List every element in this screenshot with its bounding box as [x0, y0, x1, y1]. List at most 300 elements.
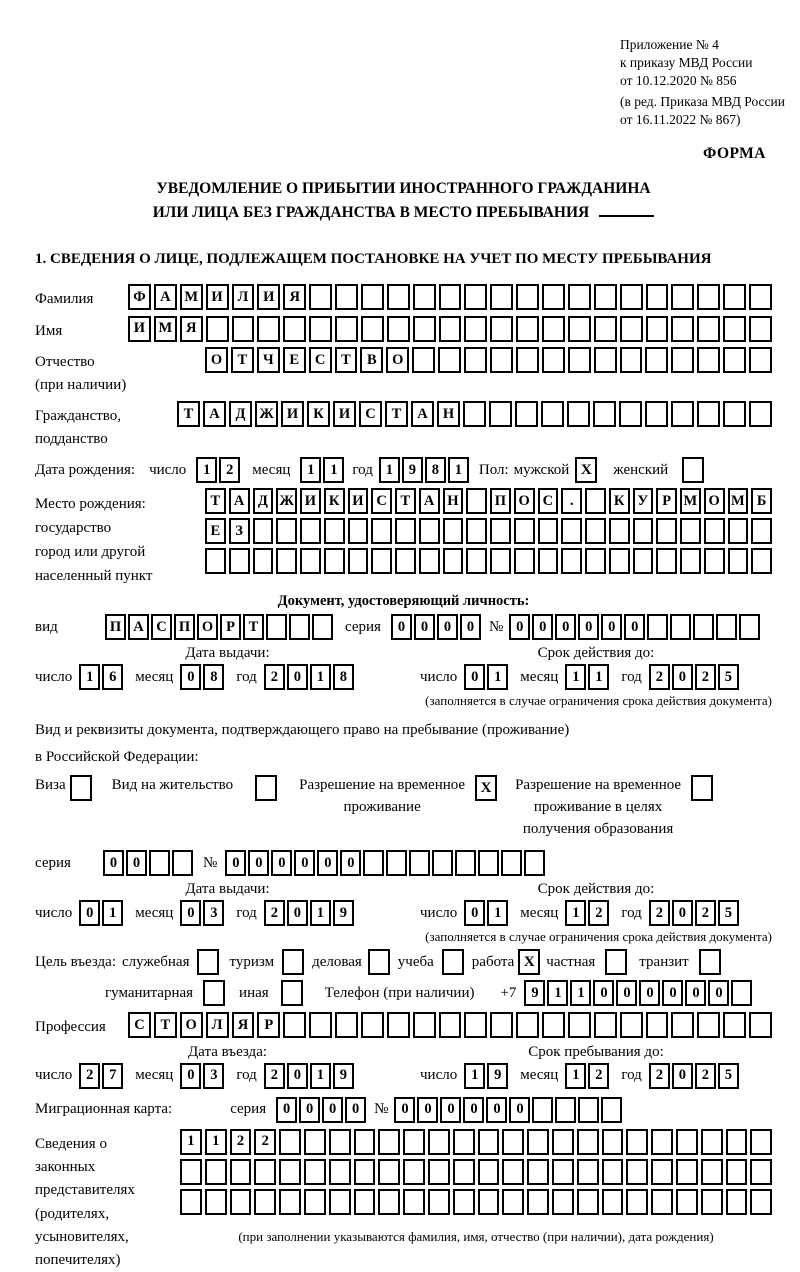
char-cell[interactable]: [206, 316, 229, 342]
purpose-study-checkbox[interactable]: [442, 949, 464, 975]
char-cell[interactable]: Л: [232, 284, 255, 310]
char-cell[interactable]: Ф: [128, 284, 151, 310]
char-cell[interactable]: С: [359, 401, 382, 427]
char-cell[interactable]: [538, 548, 559, 574]
char-cell[interactable]: И: [281, 401, 304, 427]
char-cell[interactable]: [439, 1012, 462, 1038]
char-cell[interactable]: [568, 284, 591, 310]
char-cell[interactable]: [419, 518, 440, 544]
char-cell[interactable]: [464, 1012, 487, 1038]
char-cell[interactable]: С: [128, 1012, 151, 1038]
char-cell[interactable]: [371, 548, 392, 574]
char-cell[interactable]: 1: [205, 1129, 227, 1155]
stay-day-input[interactable]: [464, 1063, 508, 1089]
purpose-tourism-checkbox[interactable]: [282, 949, 304, 975]
char-cell[interactable]: [348, 548, 369, 574]
given-name-input[interactable]: [128, 316, 772, 342]
char-cell[interactable]: [502, 1129, 524, 1155]
digit-cell[interactable]: 2: [264, 664, 285, 690]
char-cell[interactable]: [254, 1189, 276, 1215]
char-cell[interactable]: [749, 347, 772, 373]
digit-cell[interactable]: 0: [180, 664, 201, 690]
char-cell[interactable]: [363, 850, 384, 876]
char-cell[interactable]: 0: [225, 850, 246, 876]
char-cell[interactable]: [432, 850, 453, 876]
char-cell[interactable]: О: [197, 614, 218, 640]
char-cell[interactable]: [490, 316, 513, 342]
char-cell[interactable]: [594, 1012, 617, 1038]
residence-expiry-day-input[interactable]: [464, 900, 508, 926]
char-cell[interactable]: 0: [662, 980, 683, 1006]
digit-cell[interactable]: 0: [672, 1063, 693, 1089]
digit-cell[interactable]: 2: [649, 1063, 670, 1089]
char-cell[interactable]: [542, 284, 565, 310]
char-cell[interactable]: А: [419, 488, 440, 514]
char-cell[interactable]: 0: [103, 850, 124, 876]
char-cell[interactable]: О: [514, 488, 535, 514]
residence-series-input[interactable]: [103, 850, 193, 876]
char-cell[interactable]: [279, 1129, 301, 1155]
char-cell[interactable]: [205, 548, 226, 574]
birth-place-line3-input[interactable]: [205, 548, 772, 574]
char-cell[interactable]: М: [680, 488, 701, 514]
char-cell[interactable]: [645, 347, 668, 373]
digit-cell[interactable]: 1: [565, 1063, 586, 1089]
char-cell[interactable]: [283, 1012, 306, 1038]
char-cell[interactable]: [253, 548, 274, 574]
char-cell[interactable]: 0: [417, 1097, 438, 1123]
char-cell[interactable]: [266, 614, 287, 640]
char-cell[interactable]: 0: [440, 1097, 461, 1123]
char-cell[interactable]: [749, 401, 772, 427]
char-cell[interactable]: [428, 1189, 450, 1215]
char-cell[interactable]: И: [257, 284, 280, 310]
char-cell[interactable]: 0: [639, 980, 660, 1006]
char-cell[interactable]: 0: [486, 1097, 507, 1123]
citizenship-input[interactable]: [177, 401, 772, 427]
char-cell[interactable]: 1: [180, 1129, 202, 1155]
char-cell[interactable]: [515, 401, 538, 427]
digit-cell[interactable]: 5: [718, 900, 739, 926]
char-cell[interactable]: [490, 284, 513, 310]
birth-place-line1-input[interactable]: [205, 488, 772, 514]
migration-number-input[interactable]: [394, 1097, 622, 1123]
char-cell[interactable]: [443, 548, 464, 574]
char-cell[interactable]: [395, 548, 416, 574]
char-cell[interactable]: [538, 518, 559, 544]
char-cell[interactable]: [149, 850, 170, 876]
char-cell[interactable]: 0: [391, 614, 412, 640]
char-cell[interactable]: [532, 1097, 553, 1123]
char-cell[interactable]: 0: [322, 1097, 343, 1123]
char-cell[interactable]: П: [490, 488, 511, 514]
char-cell[interactable]: Т: [177, 401, 200, 427]
issue-day-input[interactable]: [79, 664, 123, 690]
char-cell[interactable]: 2: [254, 1129, 276, 1155]
char-cell[interactable]: [620, 347, 643, 373]
char-cell[interactable]: [386, 850, 407, 876]
patronymic-input[interactable]: [205, 347, 772, 373]
char-cell[interactable]: [335, 1012, 358, 1038]
char-cell[interactable]: [561, 548, 582, 574]
purpose-private-checkbox[interactable]: [605, 949, 627, 975]
char-cell[interactable]: [524, 850, 545, 876]
char-cell[interactable]: [697, 1012, 720, 1038]
char-cell[interactable]: [300, 518, 321, 544]
char-cell[interactable]: [464, 316, 487, 342]
char-cell[interactable]: [490, 518, 511, 544]
digit-cell[interactable]: 1: [487, 900, 508, 926]
char-cell[interactable]: [309, 1012, 332, 1038]
char-cell[interactable]: [428, 1129, 450, 1155]
digit-cell[interactable]: 3: [203, 900, 224, 926]
expiry-month-input[interactable]: [565, 664, 609, 690]
char-cell[interactable]: [697, 347, 720, 373]
entry-year-input[interactable]: [264, 1063, 354, 1089]
char-cell[interactable]: [651, 1189, 673, 1215]
digit-cell[interactable]: 2: [588, 900, 609, 926]
residence-issue-month-input[interactable]: [180, 900, 224, 926]
char-cell[interactable]: Я: [283, 284, 306, 310]
digit-cell[interactable]: 0: [79, 900, 100, 926]
char-cell[interactable]: [490, 347, 513, 373]
residence-issue-day-input[interactable]: [79, 900, 123, 926]
char-cell[interactable]: Т: [385, 401, 408, 427]
char-cell[interactable]: [361, 1012, 384, 1038]
char-cell[interactable]: М: [728, 488, 749, 514]
char-cell[interactable]: К: [307, 401, 330, 427]
char-cell[interactable]: У: [633, 488, 654, 514]
residence-issue-year-input[interactable]: [264, 900, 354, 926]
char-cell[interactable]: [749, 316, 772, 342]
char-cell[interactable]: Р: [257, 1012, 280, 1038]
char-cell[interactable]: Р: [656, 488, 677, 514]
char-cell[interactable]: Н: [443, 488, 464, 514]
char-cell[interactable]: 0: [624, 614, 645, 640]
char-cell[interactable]: Т: [231, 347, 254, 373]
digit-cell[interactable]: 3: [203, 1063, 224, 1089]
char-cell[interactable]: [514, 518, 535, 544]
char-cell[interactable]: Д: [253, 488, 274, 514]
digit-cell[interactable]: 9: [402, 457, 423, 483]
char-cell[interactable]: [567, 401, 590, 427]
char-cell[interactable]: 0: [460, 614, 481, 640]
char-cell[interactable]: [626, 1129, 648, 1155]
stay-year-input[interactable]: [649, 1063, 739, 1089]
char-cell[interactable]: И: [128, 316, 151, 342]
char-cell[interactable]: М: [180, 284, 203, 310]
char-cell[interactable]: К: [324, 488, 345, 514]
char-cell[interactable]: [542, 316, 565, 342]
char-cell[interactable]: [680, 548, 701, 574]
char-cell[interactable]: [585, 548, 606, 574]
char-cell[interactable]: П: [105, 614, 126, 640]
digit-cell[interactable]: 1: [464, 1063, 485, 1089]
char-cell[interactable]: [723, 347, 746, 373]
digit-cell[interactable]: 8: [425, 457, 446, 483]
char-cell[interactable]: [439, 284, 462, 310]
char-cell[interactable]: [723, 401, 746, 427]
char-cell[interactable]: [671, 401, 694, 427]
digit-cell[interactable]: 2: [264, 900, 285, 926]
residence-number-input[interactable]: [225, 850, 545, 876]
char-cell[interactable]: В: [360, 347, 383, 373]
char-cell[interactable]: [378, 1189, 400, 1215]
char-cell[interactable]: [409, 850, 430, 876]
digit-cell[interactable]: 1: [310, 664, 331, 690]
char-cell[interactable]: [620, 316, 643, 342]
digit-cell[interactable]: 0: [464, 900, 485, 926]
char-cell[interactable]: 0: [601, 614, 622, 640]
char-cell[interactable]: 1: [570, 980, 591, 1006]
char-cell[interactable]: [453, 1189, 475, 1215]
char-cell[interactable]: Д: [229, 401, 252, 427]
char-cell[interactable]: [601, 1097, 622, 1123]
digit-cell[interactable]: 1: [310, 1063, 331, 1089]
digit-cell[interactable]: 2: [588, 1063, 609, 1089]
char-cell[interactable]: [478, 1129, 500, 1155]
char-cell[interactable]: О: [386, 347, 409, 373]
char-cell[interactable]: [279, 1189, 301, 1215]
doc-type-input[interactable]: [105, 614, 333, 640]
legal-reps-line1-input[interactable]: [180, 1129, 772, 1155]
char-cell[interactable]: [419, 548, 440, 574]
digit-cell[interactable]: 1: [323, 457, 344, 483]
char-cell[interactable]: [594, 347, 617, 373]
char-cell[interactable]: 0: [593, 980, 614, 1006]
char-cell[interactable]: [516, 1012, 539, 1038]
char-cell[interactable]: [671, 1012, 694, 1038]
char-cell[interactable]: [585, 488, 606, 514]
char-cell[interactable]: 0: [414, 614, 435, 640]
char-cell[interactable]: Я: [180, 316, 203, 342]
char-cell[interactable]: [516, 316, 539, 342]
char-cell[interactable]: [577, 1189, 599, 1215]
digit-cell[interactable]: 2: [695, 1063, 716, 1089]
char-cell[interactable]: [723, 1012, 746, 1038]
char-cell[interactable]: [387, 316, 410, 342]
char-cell[interactable]: [514, 548, 535, 574]
char-cell[interactable]: 0: [616, 980, 637, 1006]
char-cell[interactable]: Р: [220, 614, 241, 640]
char-cell[interactable]: 0: [555, 614, 576, 640]
char-cell[interactable]: [335, 316, 358, 342]
birth-year-input[interactable]: [379, 457, 469, 483]
char-cell[interactable]: [466, 518, 487, 544]
char-cell[interactable]: [335, 284, 358, 310]
char-cell[interactable]: [413, 284, 436, 310]
char-cell[interactable]: [478, 1189, 500, 1215]
residence-expiry-month-input[interactable]: [565, 900, 609, 926]
char-cell[interactable]: 2: [230, 1129, 252, 1155]
char-cell[interactable]: 0: [317, 850, 338, 876]
sex-female-checkbox[interactable]: [682, 457, 704, 483]
char-cell[interactable]: [693, 614, 714, 640]
residence-permit-checkbox[interactable]: [255, 775, 277, 801]
char-cell[interactable]: О: [180, 1012, 203, 1038]
char-cell[interactable]: [723, 284, 746, 310]
digit-cell[interactable]: 9: [487, 1063, 508, 1089]
char-cell[interactable]: [568, 316, 591, 342]
char-cell[interactable]: [354, 1129, 376, 1155]
char-cell[interactable]: [633, 548, 654, 574]
char-cell[interactable]: [387, 1012, 410, 1038]
char-cell[interactable]: [594, 284, 617, 310]
char-cell[interactable]: [283, 316, 306, 342]
char-cell[interactable]: [577, 1129, 599, 1155]
char-cell[interactable]: Т: [335, 347, 358, 373]
char-cell[interactable]: [701, 1189, 723, 1215]
char-cell[interactable]: [670, 614, 691, 640]
digit-cell[interactable]: 0: [287, 1063, 308, 1089]
char-cell[interactable]: 0: [299, 1097, 320, 1123]
char-cell[interactable]: Е: [205, 518, 226, 544]
char-cell[interactable]: [464, 284, 487, 310]
char-cell[interactable]: [478, 850, 499, 876]
char-cell[interactable]: Т: [154, 1012, 177, 1038]
char-cell[interactable]: [253, 518, 274, 544]
char-cell[interactable]: [490, 1012, 513, 1038]
digit-cell[interactable]: 0: [672, 900, 693, 926]
char-cell[interactable]: [671, 347, 694, 373]
char-cell[interactable]: [276, 518, 297, 544]
profession-input[interactable]: [128, 1012, 772, 1038]
char-cell[interactable]: 9: [524, 980, 545, 1006]
char-cell[interactable]: [378, 1129, 400, 1155]
char-cell[interactable]: Ж: [276, 488, 297, 514]
char-cell[interactable]: [656, 548, 677, 574]
legal-reps-line3-input[interactable]: [180, 1189, 772, 1215]
char-cell[interactable]: [439, 316, 462, 342]
char-cell[interactable]: С: [309, 347, 332, 373]
entry-day-input[interactable]: [79, 1063, 123, 1089]
char-cell[interactable]: 0: [394, 1097, 415, 1123]
stay-month-input[interactable]: [565, 1063, 609, 1089]
temp-residence-checkbox[interactable]: X: [475, 775, 497, 801]
digit-cell[interactable]: 5: [718, 1063, 739, 1089]
char-cell[interactable]: [516, 347, 539, 373]
char-cell[interactable]: С: [538, 488, 559, 514]
temp-residence-edu-checkbox[interactable]: [691, 775, 713, 801]
digit-cell[interactable]: 1: [310, 900, 331, 926]
char-cell[interactable]: [387, 284, 410, 310]
char-cell[interactable]: [716, 614, 737, 640]
char-cell[interactable]: [403, 1129, 425, 1155]
char-cell[interactable]: [516, 284, 539, 310]
char-cell[interactable]: С: [371, 488, 392, 514]
purpose-transit-checkbox[interactable]: [699, 949, 721, 975]
digit-cell[interactable]: 0: [672, 664, 693, 690]
digit-cell[interactable]: 2: [264, 1063, 285, 1089]
digit-cell[interactable]: 1: [565, 900, 586, 926]
digit-cell[interactable]: 0: [287, 900, 308, 926]
char-cell[interactable]: А: [229, 488, 250, 514]
char-cell[interactable]: [704, 548, 725, 574]
char-cell[interactable]: [502, 1189, 524, 1215]
char-cell[interactable]: [304, 1129, 326, 1155]
char-cell[interactable]: [750, 1129, 772, 1155]
char-cell[interactable]: [646, 284, 669, 310]
char-cell[interactable]: [501, 850, 522, 876]
digit-cell[interactable]: 1: [300, 457, 321, 483]
surname-input[interactable]: [128, 284, 772, 310]
char-cell[interactable]: [609, 548, 630, 574]
char-cell[interactable]: [728, 548, 749, 574]
char-cell[interactable]: [229, 548, 250, 574]
char-cell[interactable]: З: [229, 518, 250, 544]
char-cell[interactable]: И: [206, 284, 229, 310]
char-cell[interactable]: 0: [437, 614, 458, 640]
entry-month-input[interactable]: [180, 1063, 224, 1089]
char-cell[interactable]: [646, 316, 669, 342]
char-cell[interactable]: [704, 518, 725, 544]
char-cell[interactable]: [453, 1129, 475, 1155]
char-cell[interactable]: [232, 316, 255, 342]
purpose-official-checkbox[interactable]: [197, 949, 219, 975]
purpose-work-checkbox[interactable]: X: [518, 949, 540, 975]
issue-year-input[interactable]: [264, 664, 354, 690]
char-cell[interactable]: [552, 1189, 574, 1215]
char-cell[interactable]: [257, 316, 280, 342]
migration-series-input[interactable]: [276, 1097, 366, 1123]
purpose-other-checkbox[interactable]: [281, 980, 303, 1006]
char-cell[interactable]: [602, 1129, 624, 1155]
char-cell[interactable]: [490, 548, 511, 574]
char-cell[interactable]: [633, 518, 654, 544]
digit-cell[interactable]: 8: [203, 664, 224, 690]
char-cell[interactable]: 0: [578, 614, 599, 640]
digit-cell[interactable]: 6: [102, 664, 123, 690]
char-cell[interactable]: [728, 518, 749, 544]
char-cell[interactable]: [361, 284, 384, 310]
char-cell[interactable]: А: [203, 401, 226, 427]
doc-number-input[interactable]: [509, 614, 760, 640]
digit-cell[interactable]: 2: [695, 900, 716, 926]
char-cell[interactable]: К: [609, 488, 630, 514]
char-cell[interactable]: Ч: [257, 347, 280, 373]
char-cell[interactable]: [555, 1097, 576, 1123]
char-cell[interactable]: [751, 548, 772, 574]
char-cell[interactable]: Л: [206, 1012, 229, 1038]
char-cell[interactable]: Я: [232, 1012, 255, 1038]
char-cell[interactable]: 0: [248, 850, 269, 876]
char-cell[interactable]: [620, 284, 643, 310]
char-cell[interactable]: [645, 401, 668, 427]
char-cell[interactable]: [443, 518, 464, 544]
char-cell[interactable]: [594, 316, 617, 342]
char-cell[interactable]: [527, 1189, 549, 1215]
char-cell[interactable]: [749, 284, 772, 310]
digit-cell[interactable]: 0: [464, 664, 485, 690]
char-cell[interactable]: [561, 518, 582, 544]
char-cell[interactable]: [276, 548, 297, 574]
char-cell[interactable]: О: [704, 488, 725, 514]
char-cell[interactable]: [466, 548, 487, 574]
char-cell[interactable]: [309, 316, 332, 342]
expiry-day-input[interactable]: [464, 664, 508, 690]
digit-cell[interactable]: 0: [287, 664, 308, 690]
char-cell[interactable]: [329, 1189, 351, 1215]
char-cell[interactable]: [739, 614, 760, 640]
char-cell[interactable]: [300, 548, 321, 574]
digit-cell[interactable]: 9: [333, 900, 354, 926]
digit-cell[interactable]: 1: [487, 664, 508, 690]
char-cell[interactable]: С: [151, 614, 172, 640]
char-cell[interactable]: [230, 1189, 252, 1215]
char-cell[interactable]: [371, 518, 392, 544]
digit-cell[interactable]: 2: [79, 1063, 100, 1089]
digit-cell[interactable]: 7: [102, 1063, 123, 1089]
